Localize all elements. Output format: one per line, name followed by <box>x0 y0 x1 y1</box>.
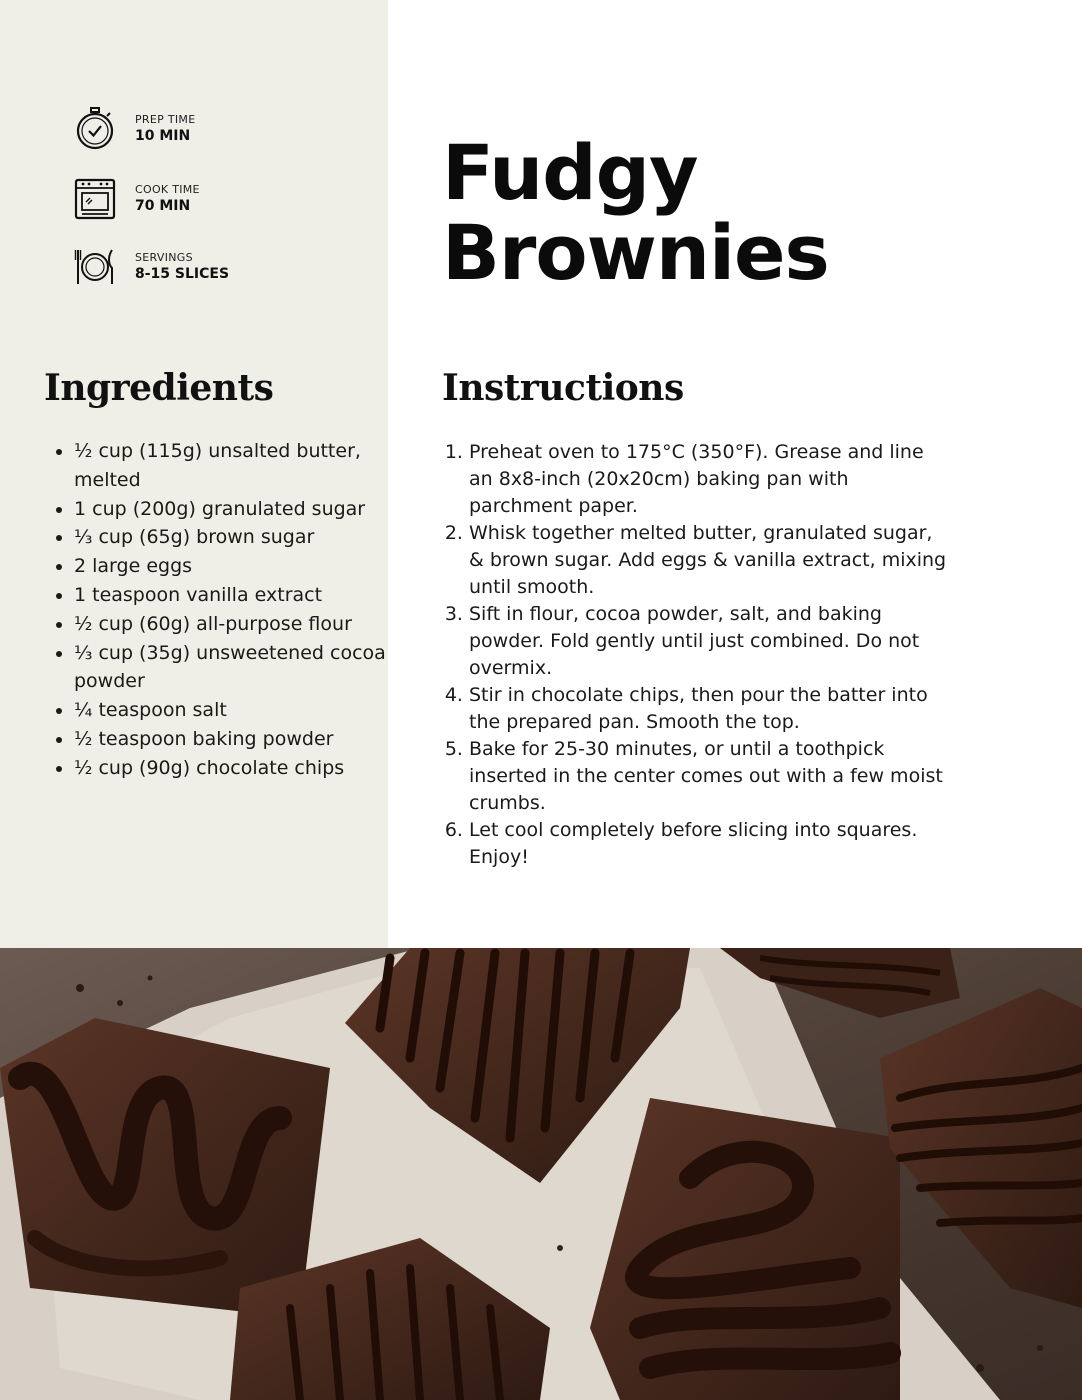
cook-time-item <box>74 176 200 222</box>
ingredient-item: • ¼ teaspoon salt <box>74 696 394 725</box>
brownies-photo <box>0 948 1082 1400</box>
prep-time-item <box>74 106 195 152</box>
ingredient-item: • 1 teaspoon vanilla extract <box>74 581 394 610</box>
prep-time-label: PREP TIME <box>135 112 196 126</box>
brownies-illustration <box>0 948 1082 1400</box>
instruction-step: 2. Whisk together melted butter, granulated sugar, & brown sugar. Add eggs & vanilla extract, mixing until smooth. <box>469 520 949 601</box>
servings-item <box>74 244 229 290</box>
ingredients-heading: Ingredients <box>44 367 274 409</box>
brownie-square <box>0 1018 330 1318</box>
ingredient-item: • 1 cup (200g) granulated sugar <box>74 495 394 524</box>
prep-time-value: 10 MIN <box>135 127 191 144</box>
ingredient-item: • ½ cup (90g) chocolate chips <box>74 754 394 783</box>
stopwatch-icon <box>74 106 116 152</box>
ingredient-item: • ⅓ cup (35g) unsweetened cocoa powder <box>74 639 394 697</box>
instruction-step: 1. Preheat oven to 175°C (350°F). Grease and line an 8x8-inch (20x20cm) baking pan with parchment paper. <box>469 439 949 520</box>
instruction-step: 6. Let cool completely before slicing into squares. Enjoy! <box>469 817 949 871</box>
instructions-heading: Instructions <box>442 367 684 409</box>
cook-time-value: 70 MIN <box>135 197 191 214</box>
servings-label: SERVINGS <box>135 250 193 264</box>
servings-value: 8-15 SLICES <box>135 265 230 282</box>
ingredient-item: • ½ teaspoon baking powder <box>74 725 394 754</box>
ingredient-item: • ½ cup (60g) all-purpose flour <box>74 610 394 639</box>
cook-time-label: COOK TIME <box>135 182 200 196</box>
instruction-step: 5. Bake for 25-30 minutes, or until a toothpick inserted in the center comes out with a few moist crumbs. <box>469 736 949 817</box>
instruction-step: 3. Sift in flour, cocoa powder, salt, and baking powder. Fold gently until just combined. Do not overmix. <box>469 601 949 682</box>
instructions-list <box>442 439 949 871</box>
ingredients-list <box>44 437 394 783</box>
ingredient-item: • ½ cup (115g) unsalted butter, melted <box>74 437 394 495</box>
plate-cutlery-icon <box>74 244 116 290</box>
ingredient-item: • 2 large eggs <box>74 552 394 581</box>
oven-icon <box>74 176 116 222</box>
ingredient-item: • ⅓ cup (65g) brown sugar <box>74 523 394 552</box>
recipe-title-line2: Brownies <box>442 208 829 297</box>
recipe-title <box>442 128 829 297</box>
instruction-step: 4. Stir in chocolate chips, then pour the batter into the prepared pan. Smooth the top. <box>469 682 949 736</box>
recipe-title-line1: Fudgy <box>442 128 698 217</box>
